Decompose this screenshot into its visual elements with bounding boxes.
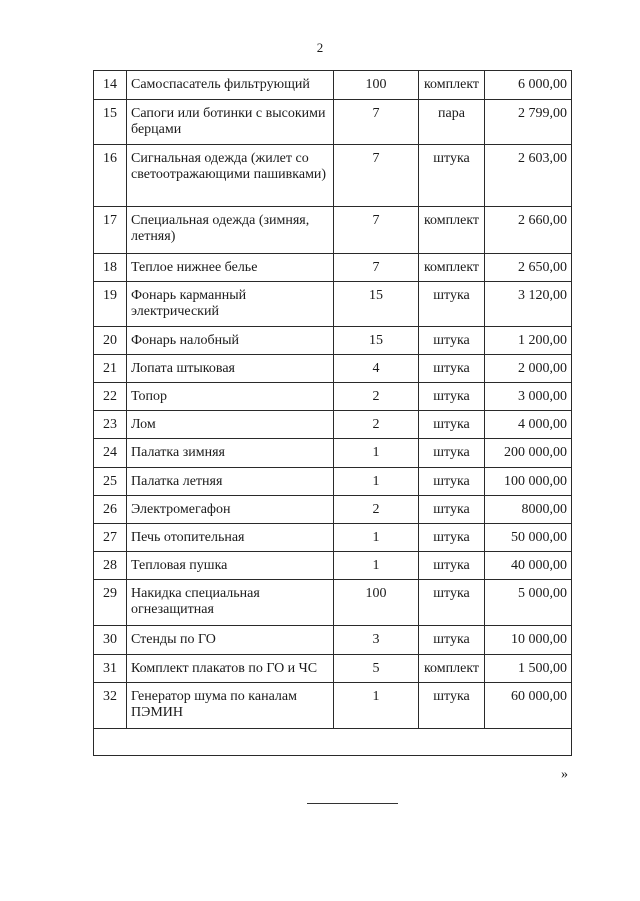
row-number: 14 bbox=[94, 71, 127, 100]
item-quantity: 1 bbox=[334, 683, 419, 729]
signature-line bbox=[307, 803, 398, 804]
item-quantity: 3 bbox=[334, 626, 419, 655]
item-price: 6 000,00 bbox=[485, 71, 572, 100]
item-price: 3 120,00 bbox=[485, 282, 572, 327]
item-price: 2 660,00 bbox=[485, 207, 572, 254]
item-price: 200 000,00 bbox=[485, 439, 572, 468]
item-unit: штука bbox=[419, 411, 485, 439]
table-row bbox=[94, 580, 572, 626]
item-price: 2 650,00 bbox=[485, 254, 572, 282]
item-unit: штука bbox=[419, 626, 485, 655]
item-price: 3 000,00 bbox=[485, 383, 572, 411]
equipment-table bbox=[93, 70, 572, 756]
table-row bbox=[94, 524, 572, 552]
table-row bbox=[94, 683, 572, 729]
item-price: 4 000,00 bbox=[485, 411, 572, 439]
item-quantity: 7 bbox=[334, 100, 419, 145]
item-name: Сапоги или ботинки с высокими берцами bbox=[127, 100, 334, 145]
row-number: 18 bbox=[94, 254, 127, 282]
item-unit: комплект bbox=[419, 207, 485, 254]
empty-cell bbox=[419, 729, 485, 756]
item-name: Специальная одежда (зимняя, летняя) bbox=[127, 207, 334, 254]
item-name: Стенды по ГО bbox=[127, 626, 334, 655]
item-unit: штука bbox=[419, 683, 485, 729]
table-row bbox=[94, 383, 572, 411]
item-quantity: 7 bbox=[334, 207, 419, 254]
row-number: 24 bbox=[94, 439, 127, 468]
closing-quote: » bbox=[561, 767, 568, 782]
row-number: 19 bbox=[94, 282, 127, 327]
row-number: 22 bbox=[94, 383, 127, 411]
row-number: 28 bbox=[94, 552, 127, 580]
item-name: Электромегафон bbox=[127, 496, 334, 524]
item-name: Фонарь налобный bbox=[127, 327, 334, 355]
row-number: 16 bbox=[94, 145, 127, 207]
equipment-table-body bbox=[94, 71, 572, 756]
item-name: Печь отопительная bbox=[127, 524, 334, 552]
item-unit: штука bbox=[419, 383, 485, 411]
item-price: 60 000,00 bbox=[485, 683, 572, 729]
item-unit: штука bbox=[419, 355, 485, 383]
item-name: Фонарь карманный электрический bbox=[127, 282, 334, 327]
row-number: 32 bbox=[94, 683, 127, 729]
item-quantity: 15 bbox=[334, 327, 419, 355]
item-unit: штука bbox=[419, 145, 485, 207]
item-quantity: 7 bbox=[334, 145, 419, 207]
row-number: 20 bbox=[94, 327, 127, 355]
table-row bbox=[94, 496, 572, 524]
item-name: Генератор шума по каналам ПЭМИН bbox=[127, 683, 334, 729]
table-row bbox=[94, 71, 572, 100]
item-quantity: 15 bbox=[334, 282, 419, 327]
item-quantity: 5 bbox=[334, 655, 419, 683]
row-number: 31 bbox=[94, 655, 127, 683]
table-row bbox=[94, 468, 572, 496]
row-number: 25 bbox=[94, 468, 127, 496]
item-price: 1 500,00 bbox=[485, 655, 572, 683]
table-row bbox=[94, 254, 572, 282]
item-price: 2 603,00 bbox=[485, 145, 572, 207]
row-number: 23 bbox=[94, 411, 127, 439]
item-quantity: 100 bbox=[334, 71, 419, 100]
item-name: Тепловая пушка bbox=[127, 552, 334, 580]
item-price: 2 000,00 bbox=[485, 355, 572, 383]
item-unit: комплект bbox=[419, 655, 485, 683]
item-quantity: 2 bbox=[334, 496, 419, 524]
item-quantity: 100 bbox=[334, 580, 419, 626]
item-name: Палатка летняя bbox=[127, 468, 334, 496]
page-number: 2 bbox=[316, 40, 324, 55]
empty-cell bbox=[94, 729, 127, 756]
item-price: 100 000,00 bbox=[485, 468, 572, 496]
item-name: Сигнальная одежда (жилет со светоотражающими пашивками) bbox=[127, 145, 334, 207]
item-price: 5 000,00 bbox=[485, 580, 572, 626]
item-quantity: 1 bbox=[334, 439, 419, 468]
row-number: 27 bbox=[94, 524, 127, 552]
table-row bbox=[94, 355, 572, 383]
item-name: Топор bbox=[127, 383, 334, 411]
item-name: Палатка зимняя bbox=[127, 439, 334, 468]
table-row bbox=[94, 655, 572, 683]
item-unit: штука bbox=[419, 524, 485, 552]
item-unit: штука bbox=[419, 468, 485, 496]
item-name: Лом bbox=[127, 411, 334, 439]
item-price: 40 000,00 bbox=[485, 552, 572, 580]
table-row bbox=[94, 282, 572, 327]
item-unit: комплект bbox=[419, 254, 485, 282]
item-unit: комплект bbox=[419, 71, 485, 100]
item-unit: штука bbox=[419, 580, 485, 626]
item-quantity: 1 bbox=[334, 524, 419, 552]
table-row bbox=[94, 439, 572, 468]
item-name: Самоспасатель фильтрующий bbox=[127, 71, 334, 100]
row-number: 17 bbox=[94, 207, 127, 254]
row-number: 15 bbox=[94, 100, 127, 145]
row-number: 26 bbox=[94, 496, 127, 524]
row-number: 29 bbox=[94, 580, 127, 626]
table-row bbox=[94, 327, 572, 355]
table-row bbox=[94, 626, 572, 655]
item-quantity: 2 bbox=[334, 383, 419, 411]
item-name: Комплект плакатов по ГО и ЧС bbox=[127, 655, 334, 683]
item-name: Теплое нижнее белье bbox=[127, 254, 334, 282]
item-quantity: 2 bbox=[334, 411, 419, 439]
item-unit: пара bbox=[419, 100, 485, 145]
item-quantity: 1 bbox=[334, 468, 419, 496]
row-number: 21 bbox=[94, 355, 127, 383]
item-price: 50 000,00 bbox=[485, 524, 572, 552]
table-row bbox=[94, 207, 572, 254]
item-unit: штука bbox=[419, 496, 485, 524]
item-unit: штука bbox=[419, 327, 485, 355]
item-quantity: 1 bbox=[334, 552, 419, 580]
item-price: 1 200,00 bbox=[485, 327, 572, 355]
item-quantity: 7 bbox=[334, 254, 419, 282]
item-price: 2 799,00 bbox=[485, 100, 572, 145]
table-row bbox=[94, 145, 572, 207]
table-row bbox=[94, 552, 572, 580]
item-name: Накидка специальная огнезащитная bbox=[127, 580, 334, 626]
item-unit: штука bbox=[419, 552, 485, 580]
table-row bbox=[94, 100, 572, 145]
empty-table-row bbox=[94, 729, 572, 756]
item-quantity: 4 bbox=[334, 355, 419, 383]
item-unit: штука bbox=[419, 439, 485, 468]
empty-cell bbox=[334, 729, 419, 756]
item-name: Лопата штыковая bbox=[127, 355, 334, 383]
empty-cell bbox=[127, 729, 334, 756]
item-price: 10 000,00 bbox=[485, 626, 572, 655]
item-unit: штука bbox=[419, 282, 485, 327]
item-price: 8000,00 bbox=[485, 496, 572, 524]
empty-cell bbox=[485, 729, 572, 756]
table-row bbox=[94, 411, 572, 439]
row-number: 30 bbox=[94, 626, 127, 655]
